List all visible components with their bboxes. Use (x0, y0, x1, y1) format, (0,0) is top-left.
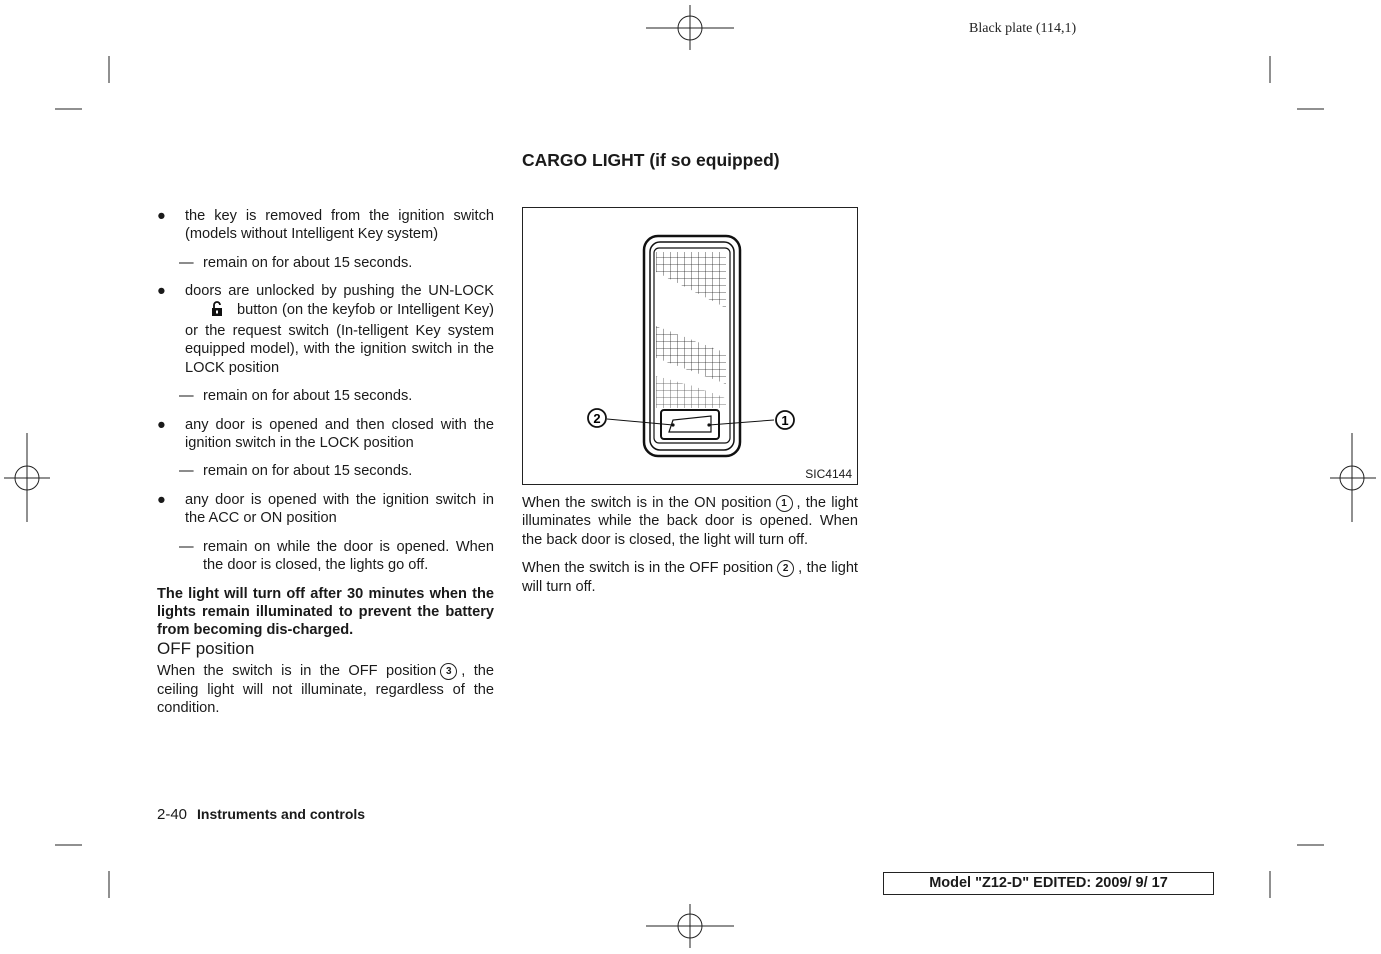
plate-label: Black plate (114,1) (969, 21, 1077, 36)
cargo-light-figure (522, 207, 858, 485)
bullet-dot: ● (157, 283, 166, 300)
cargo-light-illustration (523, 208, 857, 484)
dash-note (157, 254, 494, 272)
model-edited-box: Model "Z12-D" EDITED: 2009/ 9/ 17 (883, 872, 1214, 895)
dash-glyph: — (179, 254, 194, 271)
dash-glyph: — (179, 388, 194, 405)
para-part: , the light will turn off. (522, 560, 858, 595)
para-part: When the switch is in the ON position (522, 495, 772, 511)
callout-2-label: 2 (593, 411, 601, 426)
footer-section-title: Instruments and controls (197, 806, 366, 822)
bullet-text-part: doors are unlocked by pushing the UN-LOCK (185, 283, 494, 300)
page-footer (157, 806, 365, 823)
bullet-item (157, 416, 494, 453)
dash-glyph: — (179, 538, 194, 555)
bullet-dot: ● (157, 208, 166, 224)
bullet-text-part: button (on the keyfob or Intelligent Key) or the request switch (In-telligent Key system equipped model), with the ignition switch in the LOCK position (185, 301, 494, 376)
page-number: 2-40 (157, 806, 188, 823)
note-text: remain on while the door is opened. When the door is closed, the lights go off. (203, 538, 494, 574)
right-column (522, 494, 858, 606)
callout-marker: 3 (440, 663, 457, 680)
on-position-text (522, 494, 858, 549)
bullet-text: the key is removed from the ignition switch (models without Intelligent Key system) (185, 208, 494, 243)
dash-note (157, 538, 494, 575)
para-part: , the light illuminates while the back door is opened. When the back door is closed, the light will turn off. (522, 495, 858, 548)
section-heading: CARGO LIGHT (if so equipped) (522, 150, 780, 170)
off-position-heading: OFF position (157, 638, 255, 658)
warning-text: The light will turn off after 30 minutes when the lights remain illuminated to prevent the battery from becoming dis-charged. (157, 585, 494, 639)
bullet-dot: ● (157, 416, 166, 433)
bullet-text: any door is opened with the ignition switch in the ACC or ON position (185, 491, 494, 527)
dash-note (157, 462, 494, 480)
off-position-text (157, 662, 494, 717)
lock-open-icon (211, 301, 223, 322)
callout-marker: 1 (776, 495, 793, 512)
note-text: remain on for about 15 seconds. (203, 388, 413, 405)
off-position-text (522, 559, 858, 596)
note-text: remain on for about 15 seconds. (203, 254, 413, 271)
callout-1-label: 1 (781, 413, 789, 428)
bullet-item (157, 207, 494, 244)
note-text: remain on for about 15 seconds. (203, 463, 413, 480)
figure-code: SIC4144 (805, 467, 852, 481)
callout-marker: 2 (777, 560, 794, 577)
left-column (157, 207, 494, 717)
bullet-dot: ● (157, 491, 166, 508)
off-text-part: , the ceiling light will not illuminate, regardless of the condition. (157, 663, 494, 716)
off-text-part: When the switch is in the OFF position (157, 663, 437, 680)
bullet-item (157, 282, 494, 377)
bullet-text: any door is opened and then closed with the ignition switch in the LOCK position (185, 416, 494, 452)
bullet-text (185, 282, 494, 377)
para-part: When the switch is in the OFF position (522, 560, 774, 577)
bullet-item (157, 491, 494, 528)
dash-glyph: — (179, 463, 194, 480)
dash-note (157, 387, 494, 405)
